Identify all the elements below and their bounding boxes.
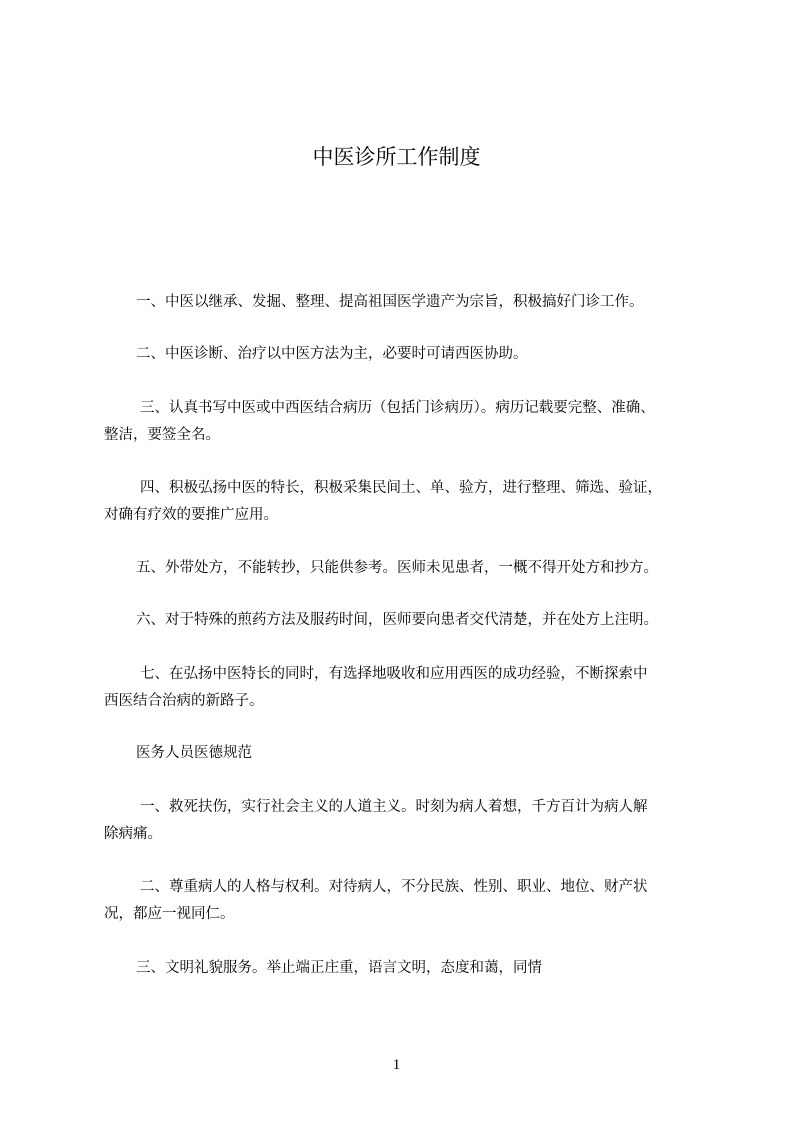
paragraph-1	[104, 289, 704, 316]
paragraph-line: 二、尊重病人的人格与权利。对待病人，不分民族、性别、职业、地位、财产状	[140, 879, 648, 895]
paragraph-line: 二、中医诊断、治疗以中医方法为主，必要时可请西医协助。	[136, 346, 528, 362]
paragraph-5	[104, 555, 704, 582]
paragraph-3	[104, 395, 704, 449]
paragraph-4	[104, 475, 704, 529]
paragraph-line: 一、救死扶伤，实行社会主义的人道主义。时刻为病人着想，千方百计为病人解	[140, 799, 648, 815]
paragraph-7	[104, 661, 704, 715]
paragraph-line: 医务人员医德规范	[136, 745, 252, 761]
paragraph-8	[104, 794, 704, 848]
paragraph-6	[104, 607, 704, 634]
paragraph-10	[104, 955, 704, 982]
paragraph-line: 六、对于特殊的煎药方法及服药时间，医师要向患者交代清楚，并在处方上注明。	[136, 612, 658, 628]
paragraph-line: 三、认真书写中医或中西医结合病历（包括门诊病历）。病历记载要完整、准确、	[140, 400, 655, 416]
paragraph-line: 除病痛。	[104, 826, 162, 842]
paragraph-line: 三、文明礼貌服务。举止端正庄重，语言文明，态度和蔼，同情	[136, 960, 542, 976]
paragraph-line: 对确有疗效的要推广应用。	[104, 507, 278, 523]
paragraph-line: 一、中医以继承、发掘、整理、提高祖国医学遗产为宗旨，积极搞好门诊工作。	[136, 294, 644, 310]
paragraph-line: 四、积极弘扬中医的特长，积极采集民间土、单、验方，进行整理、筛选、验证，	[140, 480, 662, 496]
section-heading	[104, 740, 704, 767]
paragraph-line: 五、外带处方，不能转抄，只能供参考。医师未见患者，一概不得开处方和抄方。	[136, 560, 658, 576]
paragraph-line: 整洁，要签全名。	[104, 427, 220, 443]
paragraph-9	[104, 874, 704, 928]
paragraph-2	[104, 341, 704, 368]
page-number: 1	[392, 1057, 401, 1073]
paragraph-line: 西医结合治病的新路子。	[104, 693, 264, 709]
paragraph-line: 七、在弘扬中医特长的同时，有选择地吸收和应用西医的成功经验，不断探索中	[140, 666, 648, 682]
page-title: 中医诊所工作制度	[312, 145, 481, 169]
paragraph-line: 况，都应一视同仁。	[104, 906, 235, 922]
